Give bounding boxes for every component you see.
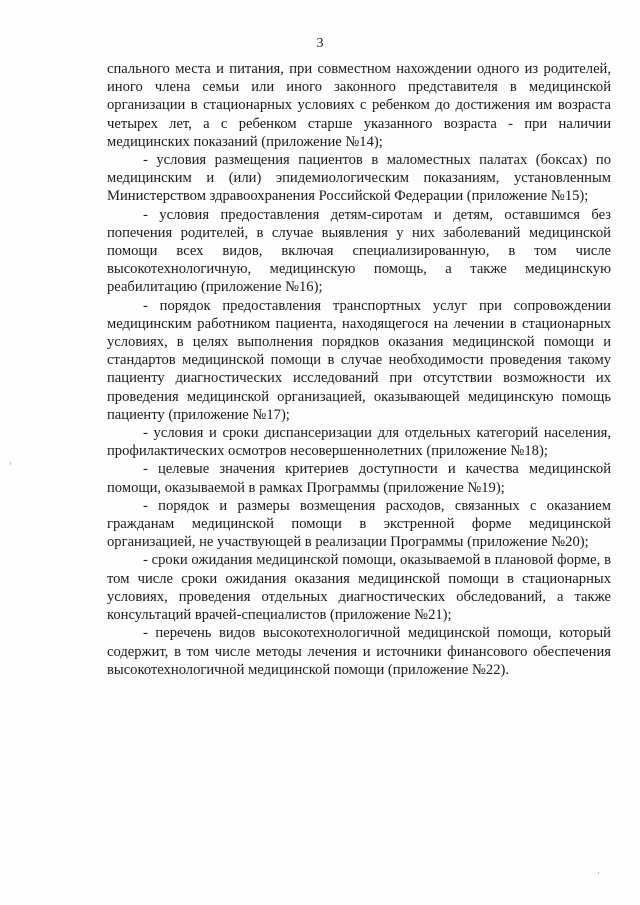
scan-artifact — [598, 872, 599, 874]
paragraph-list-item: - условия и сроки диспансеризации для отдельных категорий населения, профилактических осмотров несовершеннолетних (приложение №18); — [107, 425, 611, 460]
document-body — [107, 60, 611, 679]
paragraph-list-item: - условия предоставления детям-сиротам и детям, оставшимся без попечения родителей, в случае выявления у них заболеваний медицинской помощи всех видов, включая специализированную, в том числе высокотехнологичную, медицинскую помощь, а также медицинскую реабилитацию (приложение №16); — [107, 206, 611, 296]
paragraph-list-item: - перечень видов высокотехнологичной медицинской помощи, который содержит, в том числе методы лечения и источники финансового обеспечения высокотехнологичной медицинской помощи (приложение №22). — [107, 625, 611, 678]
scan-artifact — [10, 462, 11, 465]
paragraph-list-item: - порядок предоставления транспортных услуг при сопровождении медицинским работником пациента, находящегося на лечении в стационарных условиях, в целях выполнения порядков оказания медицинской помощи и стандартов медицинской помощи в случае необходимости проведения такому пациенту диагностических исследований при отсутствии возможности их проведения медицинской организацией, оказывающей медицинскую помощь пациенту (приложение №17); — [107, 297, 611, 423]
paragraph-list-item: - условия размещения пациентов в маломестных палатах (боксах) по медицинским и (или) эпидемиологическим показаниям, установленным Министерством здравоохранения Российской Федерации (приложение №15); — [107, 152, 611, 205]
paragraph-list-item: - сроки ожидания медицинской помощи, оказываемой в плановой форме, в том числе сроки ожидания оказания медицинской помощи в стационарных условиях, проведения отдельных диагностических обследований, а также консультаций врачей-специалистов (приложение №21); — [107, 552, 611, 624]
paragraph-list-item: - целевые значения критериев доступности и качества медицинской помощи, оказываемой в рамках Программы (приложение №19); — [107, 461, 611, 496]
paragraph-continuation: спального места и питания, при совместном нахождении одного из родителей, иного члена семьи или иного законного представителя в медицинской организации в стационарных условиях с ребенком до достижения им возраста четырех лет, а с ребенком старше указанного возраста - при наличии медицинских показаний (приложение №14); — [107, 61, 611, 150]
page-number: 3 — [316, 36, 324, 51]
paragraph-list-item: - порядок и размеры возмещения расходов, связанных с оказанием гражданам медицинской помощи в экстренной форме медицинской организацией, не участвующей в реализации Программы (приложение №20); — [107, 497, 611, 551]
